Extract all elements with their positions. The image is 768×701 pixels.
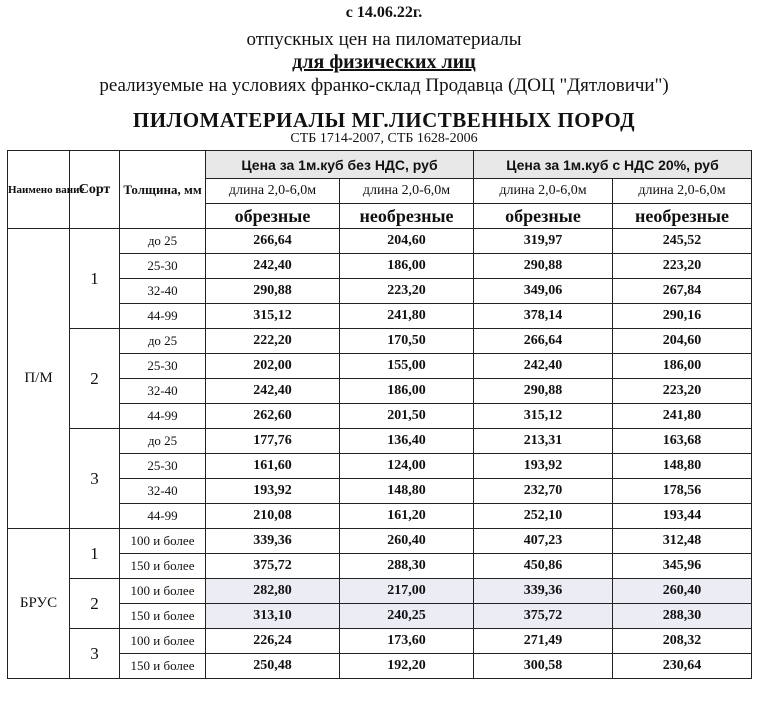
table-row bbox=[8, 529, 752, 554]
kind-header: необрезные bbox=[340, 204, 474, 229]
price-cell: 339,36 bbox=[474, 579, 613, 604]
thickness-cell: 32-40 bbox=[120, 279, 206, 304]
price-cell: 177,76 bbox=[206, 429, 340, 454]
price-cell: 313,10 bbox=[206, 604, 340, 629]
column-header-grade: Сорт bbox=[70, 151, 120, 229]
table-row bbox=[8, 654, 752, 679]
price-cell: 208,32 bbox=[613, 629, 752, 654]
price-cell: 161,20 bbox=[340, 504, 474, 529]
price-cell: 450,86 bbox=[474, 554, 613, 579]
kind-header: обрезные bbox=[474, 204, 613, 229]
price-cell: 232,70 bbox=[474, 479, 613, 504]
price-cell: 210,08 bbox=[206, 504, 340, 529]
price-cell: 345,96 bbox=[613, 554, 752, 579]
grade-cell: 3 bbox=[70, 629, 120, 679]
thickness-cell: 150 и более bbox=[120, 554, 206, 579]
price-cell: 186,00 bbox=[340, 254, 474, 279]
thickness-cell: 44-99 bbox=[120, 304, 206, 329]
table-row bbox=[8, 329, 752, 354]
table-row bbox=[8, 479, 752, 504]
table-title: ПИЛОМАТЕРИАЛЫ МГ.ЛИСТВЕННЫХ ПОРОД bbox=[132, 108, 636, 132]
price-cell: 407,23 bbox=[474, 529, 613, 554]
kind-header: необрезные bbox=[613, 204, 752, 229]
price-cell: 223,20 bbox=[613, 379, 752, 404]
table-row bbox=[8, 254, 752, 279]
price-cell: 290,16 bbox=[613, 304, 752, 329]
price-cell: 300,58 bbox=[474, 654, 613, 679]
thickness-cell: 32-40 bbox=[120, 479, 206, 504]
thickness-cell: до 25 bbox=[120, 429, 206, 454]
price-cell: 204,60 bbox=[613, 329, 752, 354]
price-cell: 222,20 bbox=[206, 329, 340, 354]
price-cell: 315,12 bbox=[474, 404, 613, 429]
price-cell: 230,64 bbox=[613, 654, 752, 679]
thickness-cell: 32-40 bbox=[120, 379, 206, 404]
thickness-cell: до 25 bbox=[120, 229, 206, 254]
standards-line: СТБ 1714-2007, СТБ 1628-2006 bbox=[290, 131, 478, 146]
price-cell: 124,00 bbox=[340, 454, 474, 479]
price-cell: 262,60 bbox=[206, 404, 340, 429]
price-cell: 267,84 bbox=[613, 279, 752, 304]
price-cell: 213,31 bbox=[474, 429, 613, 454]
price-cell: 252,10 bbox=[474, 504, 613, 529]
price-cell: 260,40 bbox=[613, 579, 752, 604]
price-cell: 245,52 bbox=[613, 229, 752, 254]
product-name: БРУС bbox=[8, 529, 70, 679]
price-cell: 186,00 bbox=[613, 354, 752, 379]
price-cell: 375,72 bbox=[206, 554, 340, 579]
price-cell: 315,12 bbox=[206, 304, 340, 329]
price-cell: 173,60 bbox=[340, 629, 474, 654]
table-row bbox=[8, 354, 752, 379]
column-header-thickness: Толщина, мм bbox=[120, 151, 206, 229]
thickness-cell: 44-99 bbox=[120, 504, 206, 529]
table-row bbox=[8, 604, 752, 629]
grade-cell: 1 bbox=[70, 529, 120, 579]
grade-cell: 1 bbox=[70, 229, 120, 329]
price-cell: 170,50 bbox=[340, 329, 474, 354]
table-row bbox=[8, 279, 752, 304]
price-cell: 217,00 bbox=[340, 579, 474, 604]
thickness-cell: 100 и более bbox=[120, 629, 206, 654]
price-cell: 378,14 bbox=[474, 304, 613, 329]
terms-line: реализуемые на условиях франко-склад Продавца (ДОЦ "Дятловичи") bbox=[99, 75, 669, 96]
thickness-cell: 25-30 bbox=[120, 254, 206, 279]
grade-cell: 3 bbox=[70, 429, 120, 529]
date-line: с 14.06.22г. bbox=[345, 4, 423, 21]
price-cell: 193,44 bbox=[613, 504, 752, 529]
price-cell: 223,20 bbox=[340, 279, 474, 304]
length-header: длина 2,0-6,0м bbox=[474, 179, 613, 204]
price-cell: 375,72 bbox=[474, 604, 613, 629]
thickness-cell: 25-30 bbox=[120, 354, 206, 379]
grade-cell: 2 bbox=[70, 579, 120, 629]
document-subject: отпускных цен на пиломатериалы bbox=[246, 29, 522, 50]
price-cell: 260,40 bbox=[340, 529, 474, 554]
price-cell: 290,88 bbox=[474, 254, 613, 279]
thickness-cell: 44-99 bbox=[120, 404, 206, 429]
table-row bbox=[8, 229, 752, 254]
price-cell: 290,88 bbox=[474, 379, 613, 404]
group-header-vat: Цена за 1м.куб с НДС 20%, руб bbox=[474, 151, 752, 179]
table-row bbox=[8, 429, 752, 454]
thickness-cell: до 25 bbox=[120, 329, 206, 354]
price-cell: 193,92 bbox=[206, 479, 340, 504]
price-cell: 241,80 bbox=[613, 404, 752, 429]
price-cell: 201,50 bbox=[340, 404, 474, 429]
price-cell: 186,00 bbox=[340, 379, 474, 404]
table-row bbox=[8, 554, 752, 579]
price-cell: 193,92 bbox=[474, 454, 613, 479]
thickness-cell: 100 и более bbox=[120, 529, 206, 554]
audience-line: для физических лиц bbox=[292, 51, 476, 73]
price-cell: 161,60 bbox=[206, 454, 340, 479]
table-row bbox=[8, 454, 752, 479]
price-cell: 136,40 bbox=[340, 429, 474, 454]
group-header-no-vat: Цена за 1м.куб без НДС, руб bbox=[206, 151, 474, 179]
price-cell: 339,36 bbox=[206, 529, 340, 554]
price-cell: 240,25 bbox=[340, 604, 474, 629]
price-cell: 349,06 bbox=[474, 279, 613, 304]
table-row bbox=[8, 379, 752, 404]
table-row bbox=[8, 504, 752, 529]
price-cell: 163,68 bbox=[613, 429, 752, 454]
price-cell: 178,56 bbox=[613, 479, 752, 504]
price-cell: 223,20 bbox=[613, 254, 752, 279]
product-name: П/М bbox=[8, 229, 70, 529]
price-cell: 319,97 bbox=[474, 229, 613, 254]
price-cell: 312,48 bbox=[613, 529, 752, 554]
price-cell: 266,64 bbox=[474, 329, 613, 354]
price-cell: 242,40 bbox=[206, 254, 340, 279]
price-cell: 155,00 bbox=[340, 354, 474, 379]
price-table-body bbox=[8, 229, 752, 679]
length-header: длина 2,0-6,0м bbox=[613, 179, 752, 204]
price-cell: 266,64 bbox=[206, 229, 340, 254]
price-cell: 148,80 bbox=[613, 454, 752, 479]
price-cell: 226,24 bbox=[206, 629, 340, 654]
price-table bbox=[7, 150, 752, 679]
price-cell: 192,20 bbox=[340, 654, 474, 679]
price-cell: 242,40 bbox=[474, 354, 613, 379]
table-row bbox=[8, 304, 752, 329]
column-header-name: Наимено вание bbox=[8, 151, 70, 229]
price-cell: 288,30 bbox=[613, 604, 752, 629]
price-cell: 241,80 bbox=[340, 304, 474, 329]
price-cell: 242,40 bbox=[206, 379, 340, 404]
price-cell: 271,49 bbox=[474, 629, 613, 654]
table-row bbox=[8, 579, 752, 604]
thickness-cell: 25-30 bbox=[120, 454, 206, 479]
table-row bbox=[8, 404, 752, 429]
grade-cell: 2 bbox=[70, 329, 120, 429]
kind-header: обрезные bbox=[206, 204, 340, 229]
price-cell: 202,00 bbox=[206, 354, 340, 379]
length-header: длина 2,0-6,0м bbox=[340, 179, 474, 204]
table-row bbox=[8, 629, 752, 654]
thickness-cell: 150 и более bbox=[120, 604, 206, 629]
price-cell: 282,80 bbox=[206, 579, 340, 604]
price-cell: 204,60 bbox=[340, 229, 474, 254]
price-cell: 148,80 bbox=[340, 479, 474, 504]
price-cell: 290,88 bbox=[206, 279, 340, 304]
price-cell: 250,48 bbox=[206, 654, 340, 679]
price-cell: 288,30 bbox=[340, 554, 474, 579]
length-header: длина 2,0-6,0м bbox=[206, 179, 340, 204]
thickness-cell: 150 и более bbox=[120, 654, 206, 679]
thickness-cell: 100 и более bbox=[120, 579, 206, 604]
